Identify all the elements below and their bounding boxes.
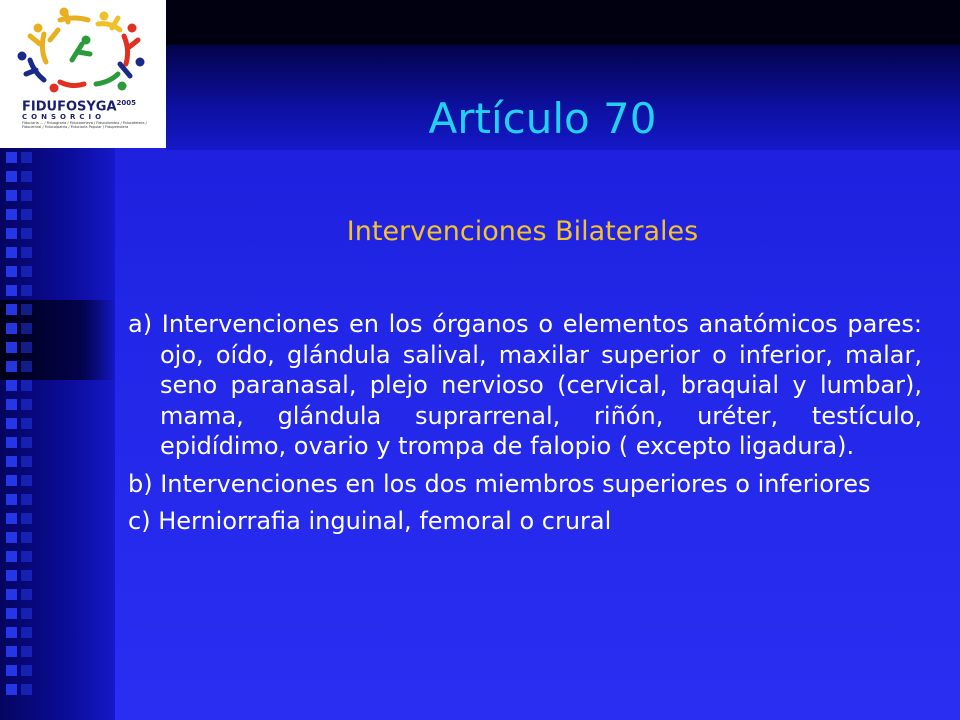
decor-square	[6, 665, 17, 676]
decor-square	[6, 513, 17, 524]
decor-square	[21, 171, 32, 182]
decor-square	[6, 494, 17, 505]
list-item: c) Herniorrafia inguinal, femoral o crural	[128, 507, 612, 535]
decor-square	[6, 551, 17, 562]
decor-square	[6, 361, 17, 372]
decor-square	[21, 285, 32, 296]
decor-square	[6, 342, 17, 353]
decor-square	[21, 475, 32, 486]
slide-body	[128, 309, 922, 544]
list-item: a) Intervenciones en los órganos o elementos anatómicos pares: ojo, oído, glándula salival, maxilar superior o inferior, malar, seno paranasal, plejo nervioso (cervical, braquial y lumbar), mama, glándula suprarrenal, riñón, uréter, testículo, epidídimo, ovario y trompa de falopio ( excepto ligadura).	[128, 310, 922, 460]
decor-square	[6, 532, 17, 543]
decor-square	[6, 247, 17, 258]
decor-square	[6, 570, 17, 581]
list-item: b) Intervenciones en los dos miembros superiores o inferiores	[128, 469, 871, 498]
decor-square	[21, 342, 32, 353]
decor-square	[21, 608, 32, 619]
decor-square	[6, 399, 17, 410]
decor-square	[21, 399, 32, 410]
decor-square	[21, 532, 32, 543]
decor-square	[21, 570, 32, 581]
decor-square	[21, 437, 32, 448]
logo-fine-print: Fiduciaria ... / Fiduagraria / Fiducoomeva / Fiducolombia / Fiducafetera / Fiducentral / Fiducolpatria / Fiduciaria Popular / Fidupetrolera	[22, 121, 147, 130]
decor-square	[21, 247, 32, 258]
decor-square	[6, 304, 17, 315]
decor-square	[21, 494, 32, 505]
decor-square	[6, 437, 17, 448]
decor-square	[6, 380, 17, 391]
decor-square	[6, 171, 17, 182]
decor-square	[21, 323, 32, 334]
left-decor-shadow	[0, 300, 115, 380]
decor-square	[6, 646, 17, 657]
decor-square	[6, 589, 17, 600]
decor-square	[6, 456, 17, 467]
decor-square	[21, 190, 32, 201]
slide-title: Artículo 70	[428, 94, 657, 143]
decor-square	[6, 190, 17, 201]
decor-square	[21, 266, 32, 277]
decor-square	[21, 380, 32, 391]
decor-square	[6, 323, 17, 334]
decor-square	[6, 266, 17, 277]
logo-subtitle: CONSORCIO	[22, 113, 106, 122]
decor-square	[21, 665, 32, 676]
decor-square	[21, 551, 32, 562]
decor-square	[6, 285, 17, 296]
logo-year: 2005	[116, 99, 136, 107]
decor-square	[21, 456, 32, 467]
decor-square	[6, 627, 17, 638]
decor-square	[21, 513, 32, 524]
decor-square	[6, 684, 17, 695]
decor-square	[21, 684, 32, 695]
decor-square	[21, 646, 32, 657]
decor-square	[21, 304, 32, 315]
decor-square	[6, 608, 17, 619]
decor-square	[6, 152, 17, 163]
decor-square	[21, 361, 32, 372]
decor-square	[21, 418, 32, 429]
logo-brand: $FIDUFOSYGA^{2005}$	[22, 99, 136, 115]
logo-figures-icon	[0, 0, 166, 100]
decor-square	[21, 152, 32, 163]
decor-square	[6, 418, 17, 429]
decor-square	[21, 589, 32, 600]
decor-square	[6, 475, 17, 486]
slide-subtitle: Intervenciones Bilaterales	[346, 216, 699, 247]
decor-square	[21, 627, 32, 638]
